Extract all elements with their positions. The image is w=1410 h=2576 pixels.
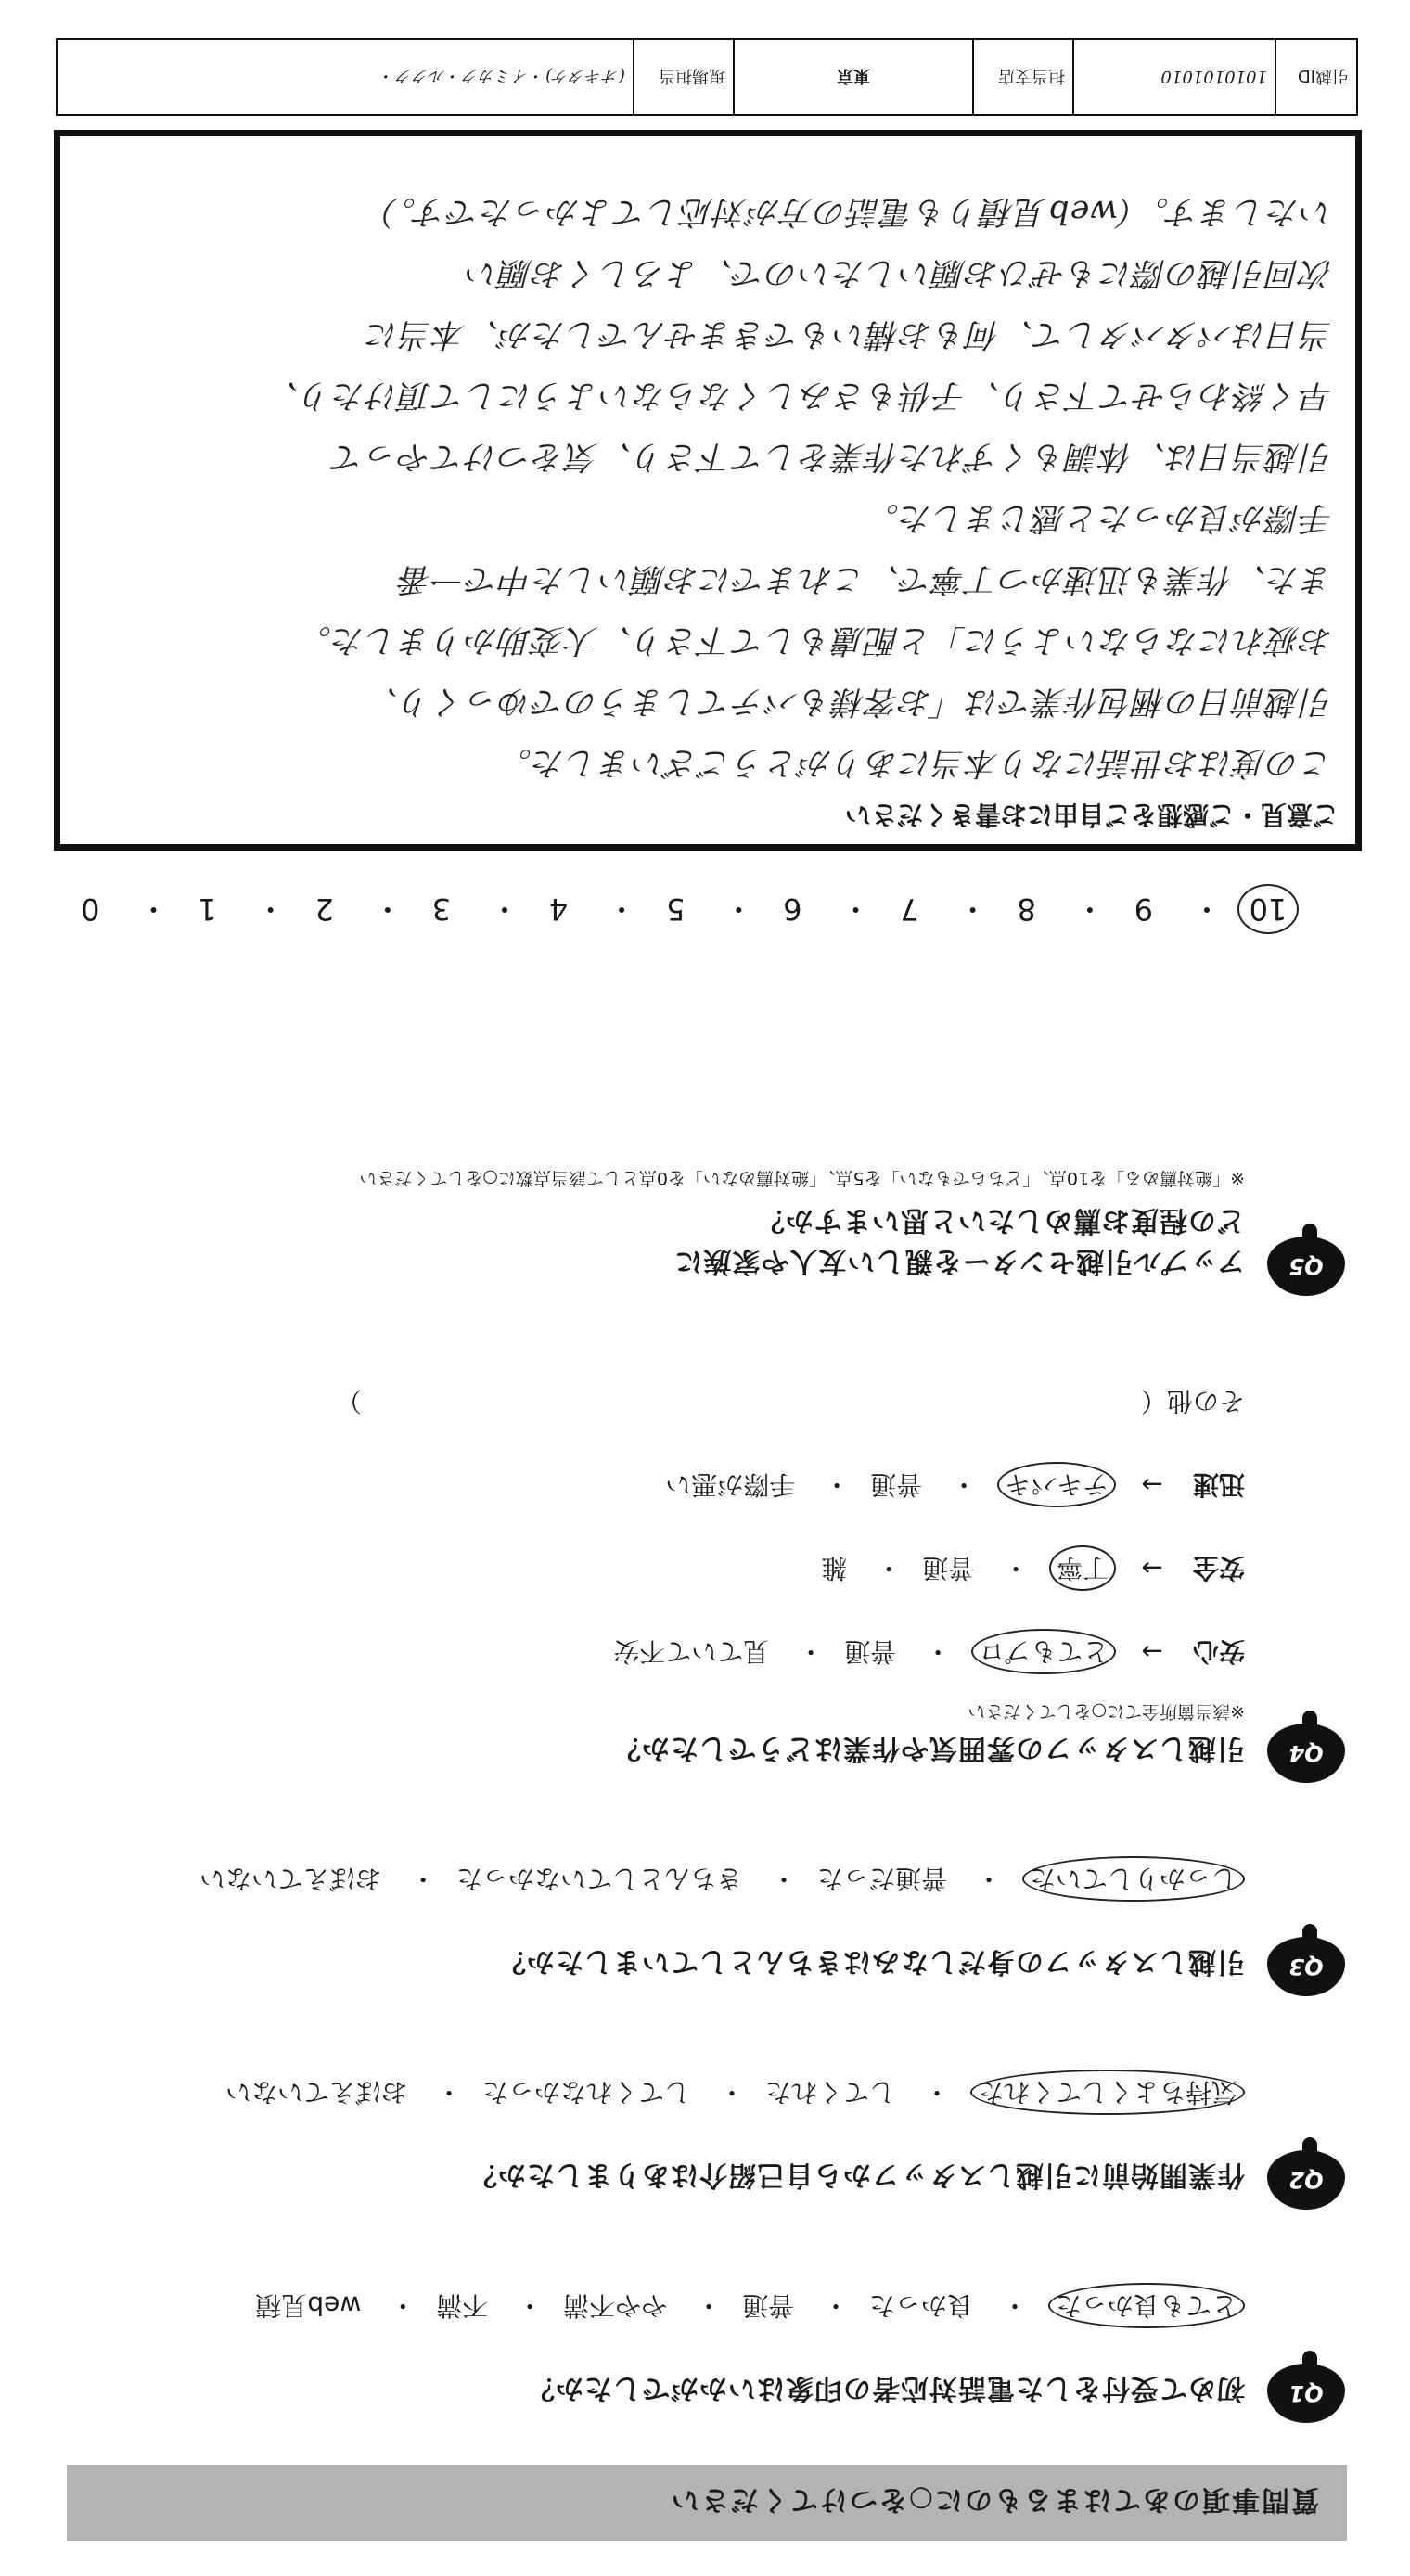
arrow-icon: → — [1141, 1469, 1163, 1500]
q1-options: とても良かった・ 良かった・ 普通・ やや不満・ 不満・ web見積 — [255, 2288, 1245, 2326]
comment-line: いたします。（web見積りも電話の方が対応してよかったです。） — [365, 193, 1333, 230]
q5-note: ※「絶対薦める」を10点、「どちらでもない」を5点、「絶対薦めない」を0点として該当点数に○をしてください — [359, 1168, 1245, 1188]
q2-option[interactable]: してくれなかった — [482, 2077, 691, 2108]
q4-option[interactable]: 普通 — [870, 1469, 923, 1500]
q4-row-anzen: 安全→ 丁寧・ 普通・ 雑 — [821, 1551, 1245, 1588]
score-option[interactable]: 1 — [198, 891, 217, 927]
q4-row-label: 安心 — [1192, 1636, 1245, 1667]
q4-other[interactable]: その他（ ） — [335, 1386, 1245, 1416]
branch-value[interactable]: 東京 — [734, 39, 973, 115]
score-option[interactable]: 4 — [548, 891, 569, 927]
q1-option[interactable]: web見積 — [255, 2290, 362, 2321]
q1-badge: Q1 — [1267, 2364, 1345, 2423]
q5-badge: Q5 — [1267, 1237, 1345, 1296]
comment-line: 手際が良かったと感じました。 — [865, 499, 1333, 536]
comment-line: 引越当日は、体調もくずれた作業をして下さり、気をつけてやって — [330, 438, 1333, 475]
q5-text-line1: アップル引越センターを親しい友人や家族に — [673, 1245, 1245, 1277]
score-option[interactable]: 5 — [665, 891, 686, 927]
q1-option[interactable]: 良かった — [869, 2290, 974, 2321]
q4-text: 引越しスタッフの雰囲気や作業はどうでしたか？ — [612, 1732, 1245, 1764]
q1-option[interactable]: 不満 — [436, 2290, 489, 2321]
q4-option[interactable]: 見ていて不安 — [613, 1636, 770, 1667]
q3-option[interactable]: おぼえていない — [199, 1864, 382, 1894]
score-option[interactable]: 2 — [314, 891, 334, 927]
q4-row-label: 迅速 — [1192, 1469, 1245, 1500]
q1-text: 初めて受付をした電話対応者の印象はいかがでしたか？ — [526, 2372, 1245, 2404]
comment-title: ご意見・ご感想をご自由にお書きください — [844, 800, 1339, 830]
q4-note: ※該当箇所全てに○をしてください — [968, 1701, 1245, 1722]
q4-option-selected[interactable]: 丁寧 — [1049, 1545, 1116, 1591]
q3-options: しっかりしていた・ 普通だった・ きちんとしていなかった・ おぼえていない — [199, 1862, 1245, 1899]
q4-option-selected[interactable]: とてもプロ — [971, 1629, 1116, 1674]
q2-text: 作業開始前に引越しスタッフから自己紹介はありましたか？ — [468, 2159, 1245, 2191]
comment-line: 早く終わらせて下さり、子供もさみしくならないようにして頂けたり、 — [265, 377, 1333, 414]
q3-option[interactable]: 普通だった — [817, 1864, 948, 1894]
q4-row-jinsoku: 迅速→ テキパキ・ 普通・ 手際が悪い — [665, 1467, 1245, 1505]
q4-row-anshin: 安心→ とてもプロ・ 普通・ 見ていて不安 — [613, 1634, 1245, 1672]
q5-text-line2: どの程度お薦めしたいと思いますか？ — [756, 1204, 1245, 1237]
id-label: 引越ID — [1275, 39, 1357, 115]
score-option[interactable]: 9 — [1134, 891, 1154, 927]
score-option[interactable]: 0 — [81, 891, 100, 927]
q4-option[interactable]: 普通 — [922, 1553, 975, 1583]
q1-option[interactable]: やや不満 — [563, 2290, 668, 2321]
score-option[interactable]: 6 — [783, 891, 802, 927]
score-option[interactable]: 7 — [900, 891, 919, 927]
arrow-icon: → — [1141, 1636, 1163, 1667]
comment-line: 引越前日の梱包作業では「お客様もバテてしまうのでゆっくり、 — [365, 683, 1333, 720]
comment-line: お疲れにならないように」と配慮もして下さり、大変助かりました。 — [297, 622, 1333, 659]
q3-option[interactable]: きちんとしていなかった — [456, 1864, 743, 1894]
comment-line: 当日はパタバタして、何もお構いもできませんでしたが、本当に — [365, 315, 1333, 352]
q4-badge: Q4 — [1267, 1724, 1345, 1783]
comment-line: この度はお世話になり本当にありがとうございました。 — [497, 744, 1333, 781]
arrow-icon: → — [1141, 1553, 1163, 1583]
q2-option[interactable]: してくれた — [765, 2077, 896, 2108]
q3-option-selected[interactable]: しっかりしていた — [1022, 1856, 1245, 1902]
leader-label: 現場担当 — [634, 39, 734, 115]
q3-text: 引越しスタッフの身だしなみはきちんとしていましたか？ — [497, 1945, 1245, 1978]
comment-box[interactable] — [54, 130, 1362, 851]
instruction-band: 質問事項のあてはまるものに○をつけてください — [67, 2465, 1347, 2541]
score-option[interactable]: 8 — [1017, 891, 1036, 927]
id-value[interactable]: 1010101010 — [1073, 39, 1275, 115]
leader-value[interactable]: (オキタケ)・イミカク・ルクク・ — [57, 39, 634, 115]
score-option[interactable]: 3 — [431, 891, 451, 927]
q2-option[interactable]: おぼえていない — [225, 2077, 408, 2108]
q4-option[interactable]: 手際が悪い — [665, 1469, 796, 1500]
q1-option-selected[interactable]: とても良かった — [1048, 2283, 1245, 2328]
q4-option[interactable]: 雑 — [821, 1553, 848, 1583]
staff-info-table — [56, 38, 1358, 116]
q3-badge: Q3 — [1267, 1937, 1345, 1996]
q1-option[interactable]: 普通 — [742, 2290, 795, 2321]
comment-line: また、作業も迅速かつ丁寧で、これまでにお願いした中で一番 — [398, 560, 1333, 597]
q2-options: 気持ちよくしてくれた・ してくれた・ してくれなかった・ おぼえていない — [225, 2075, 1245, 2112]
branch-label: 担当支店 — [973, 39, 1073, 115]
score-10-selected[interactable]: 10 — [1237, 884, 1299, 934]
comment-line: 次回引越の際にもぜひお願いしたいので、よろしくお願い — [465, 254, 1333, 291]
q4-option[interactable]: 普通 — [844, 1636, 897, 1667]
q2-option-selected[interactable]: 気持ちよくしてくれた — [970, 2070, 1245, 2115]
q4-row-label: 安全 — [1192, 1553, 1245, 1583]
q5-score-scale: 10・ 9・ 8・ 7・ 6・ 5・ 4・ 3・ 2・ 1・ 0 — [67, 884, 1299, 934]
q4-option-selected[interactable]: テキパキ — [997, 1462, 1116, 1507]
q2-badge: Q2 — [1267, 2150, 1345, 2210]
